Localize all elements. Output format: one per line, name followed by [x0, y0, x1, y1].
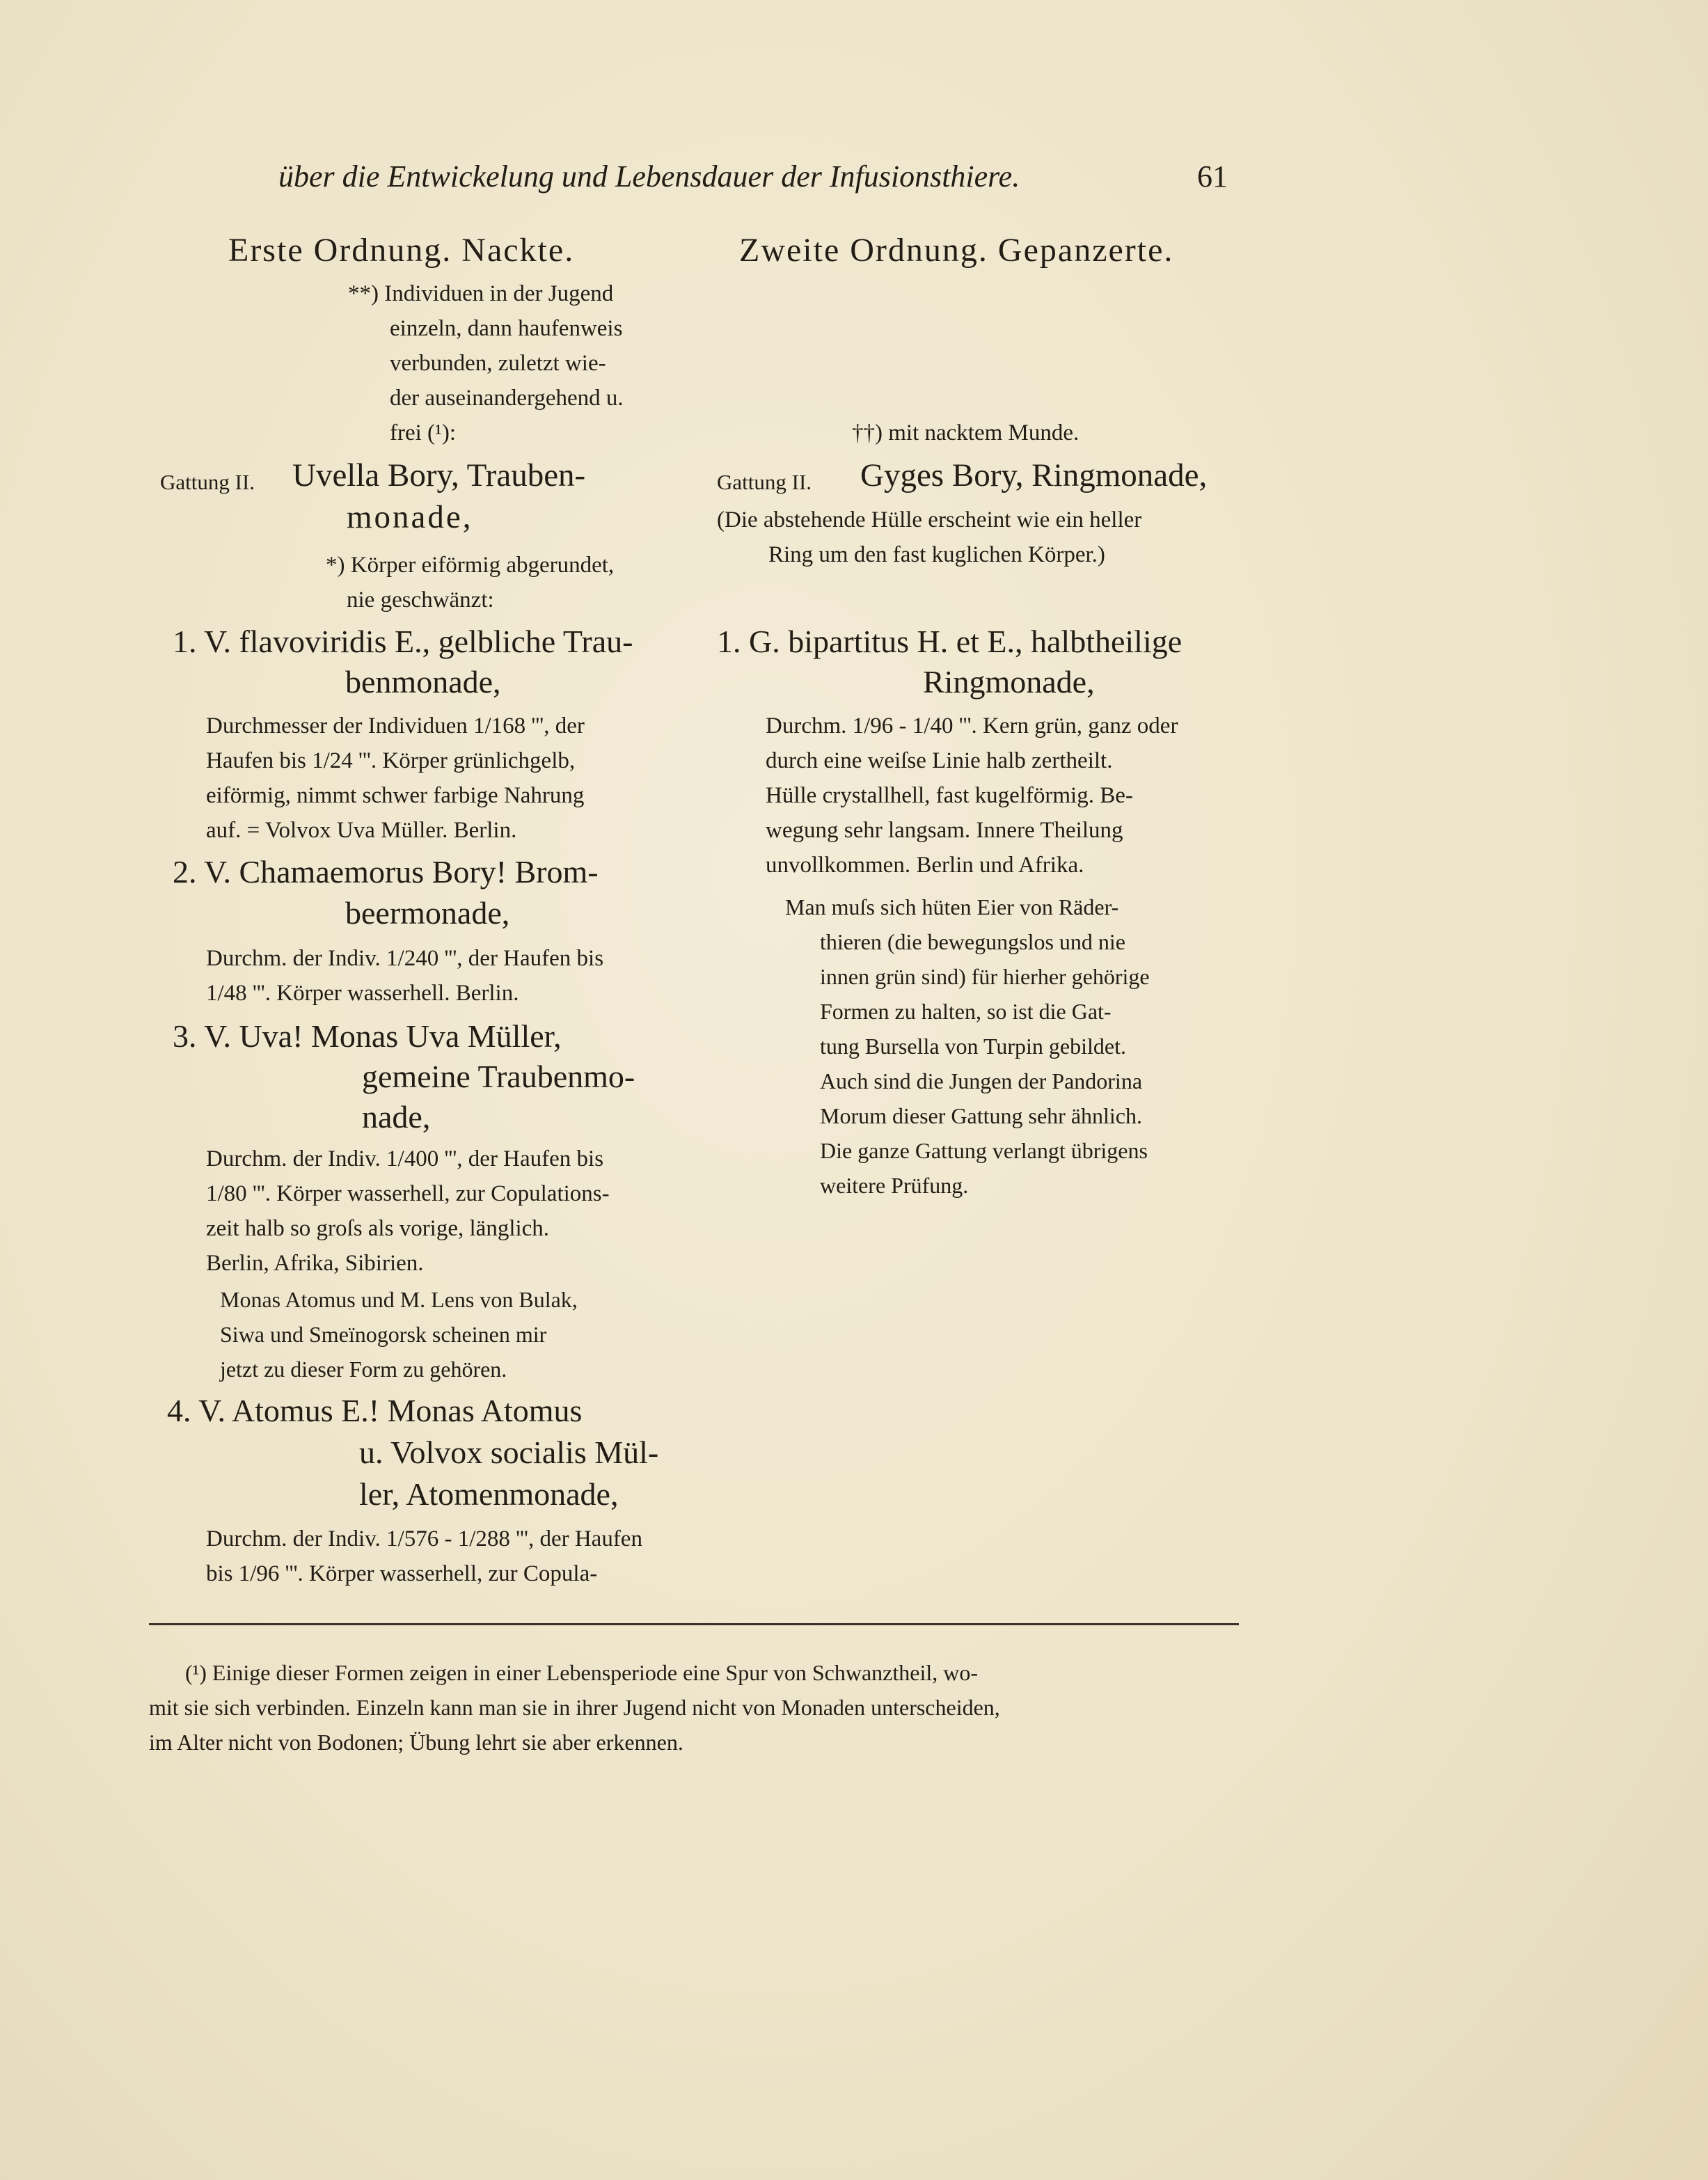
species-title-cont: beermonade,	[345, 895, 510, 931]
right-group-note: ††) mit nacktem Munde.	[852, 420, 1080, 445]
species-note: tung Bursella von Turpin gebildet.	[820, 1034, 1126, 1059]
note-line: (Die abstehende Hülle erscheint wie ein heller	[717, 507, 1142, 532]
species-title-cont: u. Volvox socialis Mül-	[359, 1435, 659, 1470]
species-desc: zeit halb so groſs als vorige, länglich.	[206, 1216, 550, 1241]
genus-name: Gyges Bory, Ringmonade,	[860, 457, 1208, 493]
species-desc: eiförmig, nimmt schwer farbige Nahrung	[206, 783, 585, 808]
species-note: Auch sind die Jungen der Pandorina	[820, 1068, 1143, 1093]
species-desc: Hülle crystallhell, fast kugelförmig. Be-	[766, 783, 1133, 808]
species-note: Monas Atomus und M. Lens von Bulak,	[220, 1287, 578, 1312]
footnote-line: (¹) Einige dieser Formen zeigen in einer Lebensperiode eine Spur von Schwanztheil, wo-	[185, 1660, 978, 1685]
species-desc: Berlin, Afrika, Sibirien.	[206, 1251, 424, 1276]
species-note: innen grün sind) für hierher gehörige	[820, 964, 1150, 989]
species-desc: Durchmesser der Individuen 1/168 ''', der	[206, 713, 585, 738]
species-note: jetzt zu dieser Form zu gehören.	[220, 1357, 507, 1382]
species-note: Siwa und Smeïnogorsk scheinen mir	[220, 1322, 547, 1347]
species-desc: Durchm. der Indiv. 1/240 ''', der Haufen bis	[206, 946, 604, 971]
species-desc: Haufen bis 1/24 '''. Körper grünlichgelb,	[206, 748, 576, 773]
species-note: Man muſs sich hüten Eier von Räder-	[785, 894, 1119, 919]
genus-name: Uvella Bory, Trauben-	[292, 457, 586, 493]
species-note: Formen zu halten, so ist die Gat-	[820, 999, 1112, 1024]
species-title: 1. V. flavoviridis E., gelbliche Trau-	[173, 624, 633, 659]
species-note: weitere Prüfung.	[820, 1173, 969, 1198]
note-line: einzeln, dann haufenweis	[390, 316, 623, 341]
note-line: nie geschwänzt:	[347, 587, 494, 613]
note-line: *) Körper eiförmig abgerundet,	[326, 553, 615, 578]
species-desc: bis 1/96 '''. Körper wasserhell, zur Copula-	[206, 1561, 598, 1586]
species-title-cont: benmonade,	[345, 664, 501, 700]
genus-label: Gattung II.	[717, 470, 812, 494]
running-title: über die Entwickelung und Lebensdauer der Infusionsthiere.	[278, 159, 1020, 193]
species-title: 1. G. bipartitus H. et E., halbtheilige	[717, 624, 1183, 659]
species-desc: auf. = Volvox Uva Müller. Berlin.	[206, 818, 517, 843]
genus-label: Gattung II.	[160, 470, 255, 494]
species-title: 4. V. Atomus E.! Monas Atomus	[167, 1393, 583, 1428]
note-line: Ring um den fast kuglichen Körper.)	[768, 542, 1105, 567]
species-title-cont: Ringmonade,	[923, 664, 1095, 700]
note-line: der auseinandergehend u.	[390, 386, 624, 411]
species-desc: wegung sehr langsam. Innere Theilung	[766, 818, 1123, 843]
left-order-heading: Erste Ordnung. Nackte.	[228, 232, 575, 269]
species-note: Die ganze Gattung verlangt übrigens	[820, 1138, 1148, 1163]
species-desc: Durchm. der Indiv. 1/576 - 1/288 ''', der Haufen	[206, 1526, 642, 1551]
species-note: thieren (die bewegungslos und nie	[820, 929, 1125, 954]
right-order-heading: Zweite Ordnung. Gepanzerte.	[739, 232, 1174, 269]
page-number: 61	[1197, 159, 1228, 193]
species-desc: Durchm. der Indiv. 1/400 ''', der Haufen bis	[206, 1146, 604, 1171]
footnote-line: mit sie sich verbinden. Einzeln kann man sie in ihrer Jugend nicht von Monaden unterscheiden,	[149, 1695, 1000, 1720]
species-desc: durch eine weiſse Linie halb zertheilt.	[766, 748, 1113, 773]
note-line: **) Individuen in der Jugend	[348, 281, 614, 306]
species-desc: 1/80 '''. Körper wasserhell, zur Copulations-	[206, 1181, 610, 1206]
species-title: 3. V. Uva! Monas Uva Müller,	[173, 1018, 562, 1054]
species-title-cont: gemeine Traubenmo-	[362, 1059, 635, 1094]
note-line: frei (¹):	[390, 420, 457, 445]
species-title: 2. V. Chamaemorus Bory! Brom-	[173, 854, 599, 890]
footnote-line: im Alter nicht von Bodonen; Übung lehrt sie aber erkennen.	[149, 1730, 683, 1755]
species-note: Morum dieser Gattung sehr ähnlich.	[820, 1103, 1142, 1128]
species-title-cont: nade,	[362, 1099, 431, 1135]
species-title-cont: ler, Atomenmonade,	[359, 1476, 619, 1512]
footnote-rule	[149, 1623, 1239, 1625]
species-desc: Durchm. 1/96 - 1/40 '''. Kern grün, ganz oder	[766, 713, 1178, 738]
note-line: verbunden, zuletzt wie-	[390, 351, 606, 376]
species-desc: 1/48 '''. Körper wasserhell. Berlin.	[206, 981, 519, 1006]
genus-name-cont: monade,	[347, 499, 473, 535]
species-desc: unvollkommen. Berlin und Afrika.	[766, 853, 1084, 878]
